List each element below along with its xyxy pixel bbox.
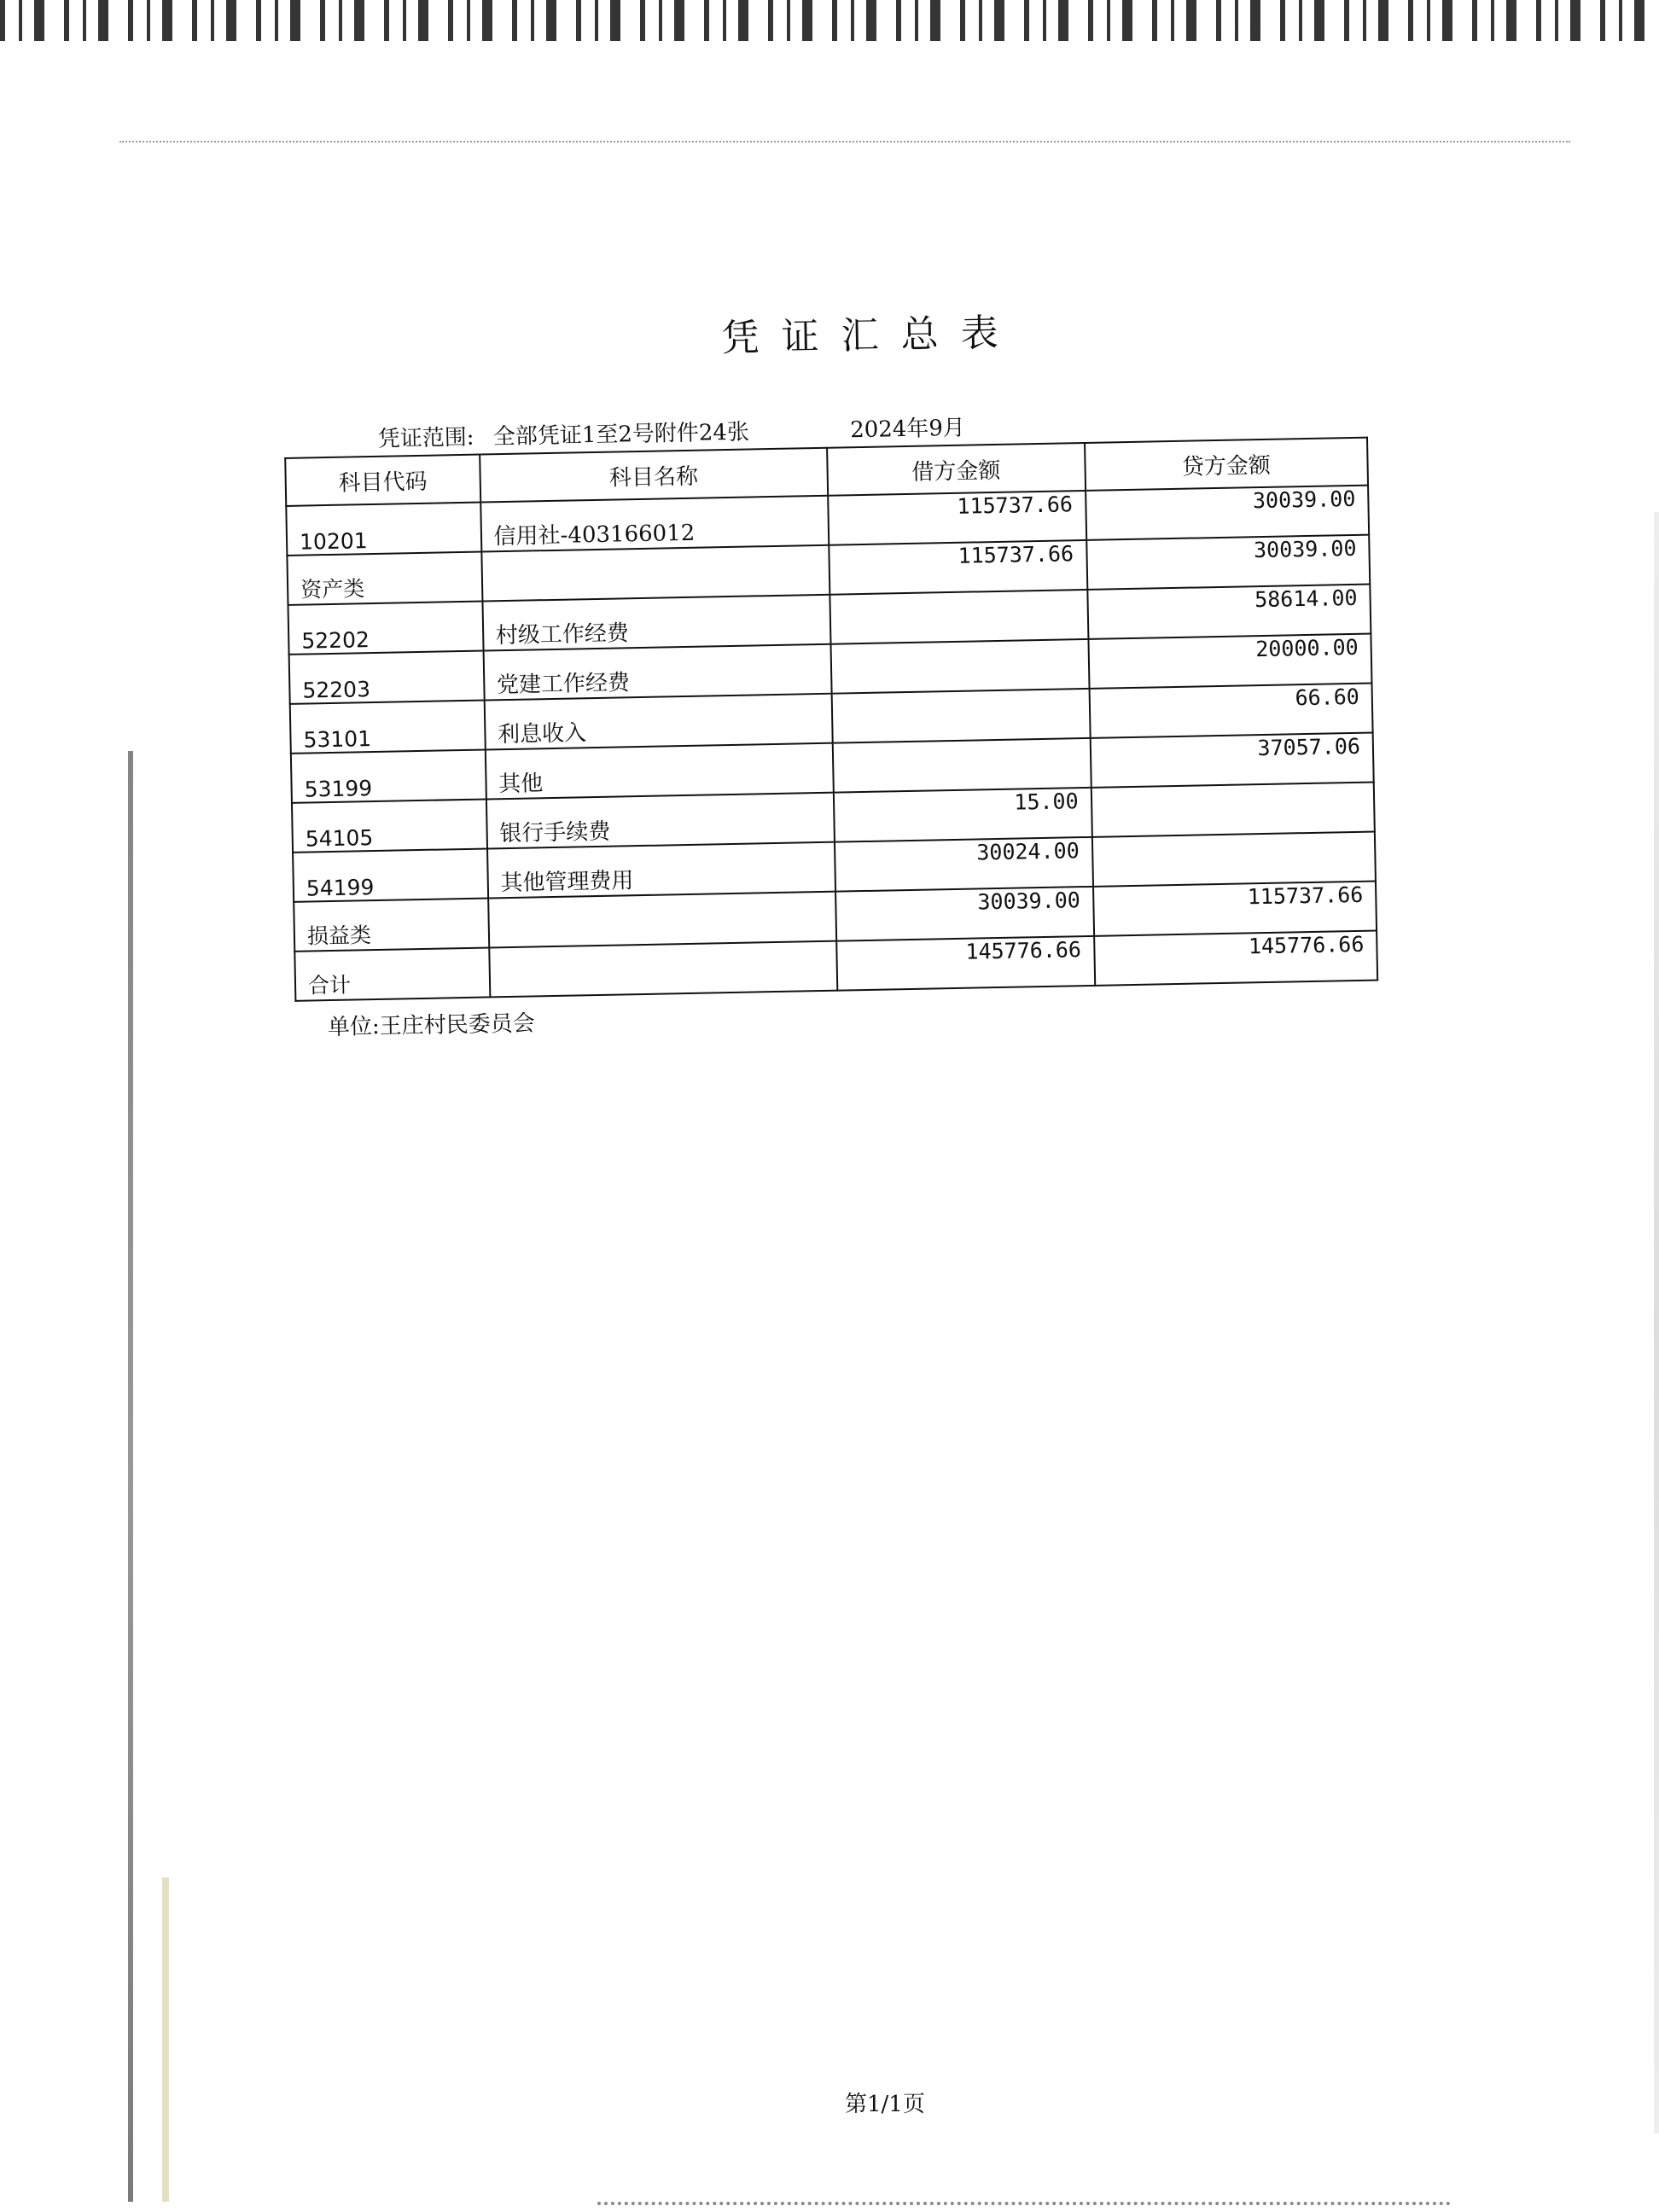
cell-debit: 145776.66 [836, 936, 1095, 991]
unit-name: 单位:王庄村民委员会 [327, 1010, 536, 1041]
scan-artifact-bottom [597, 2202, 1451, 2205]
cell-name: 其他管理费用 [487, 842, 835, 899]
scan-artifact-line [119, 141, 1570, 143]
cell-code: 资产类 [287, 552, 482, 605]
scan-artifact-left-edge [128, 751, 133, 2202]
page-number: 第1/1页 [845, 2092, 925, 2117]
scan-artifact-top [0, 0, 1659, 41]
document-title: 凭证汇总表 [721, 311, 1022, 361]
cell-name [488, 892, 836, 948]
cell-credit [1091, 832, 1376, 887]
cell-credit: 66.60 [1089, 684, 1373, 738]
cell-debit: 115737.66 [828, 491, 1086, 545]
cell-debit [833, 738, 1091, 793]
cell-name: 村级工作经费 [482, 595, 830, 651]
scan-artifact-left-edge-2 [162, 1877, 169, 2202]
cell-credit: 58614.00 [1087, 585, 1371, 639]
cell-code: 53101 [290, 701, 486, 754]
header-name: 科目名称 [480, 448, 828, 503]
cell-debit: 15.00 [834, 788, 1092, 842]
header-code: 科目代码 [285, 455, 480, 506]
cell-credit: 20000.00 [1088, 634, 1372, 689]
cell-debit: 30039.00 [835, 887, 1094, 941]
range-value: 全部凭证1至2号附件24张 [492, 419, 750, 451]
cell-credit: 30039.00 [1086, 486, 1370, 540]
cell-code: 53199 [291, 750, 486, 803]
cell-credit: 30039.00 [1086, 535, 1371, 590]
cell-debit: 30024.00 [835, 837, 1093, 892]
cell-credit: 145776.66 [1094, 931, 1378, 986]
cell-name: 利息收入 [484, 694, 832, 750]
cell-code: 10201 [286, 503, 481, 556]
period: 2024年9月 [849, 415, 966, 444]
cell-code: 52202 [288, 602, 484, 655]
summary-table [284, 437, 1378, 1002]
cell-name: 银行手续费 [486, 793, 835, 849]
cell-debit [830, 590, 1088, 644]
scan-artifact-right-edge [1654, 512, 1659, 2133]
cell-name [481, 545, 830, 602]
cell-debit: 115737.66 [829, 540, 1087, 595]
cell-code: 损益类 [294, 898, 489, 951]
cell-debit [830, 639, 1089, 694]
cell-name [489, 941, 837, 998]
cell-code: 54105 [292, 800, 487, 853]
cell-credit: 37057.06 [1090, 733, 1374, 788]
cell-credit: 115737.66 [1093, 882, 1377, 936]
header-credit: 贷方金额 [1085, 438, 1368, 491]
cell-code: 合计 [294, 947, 490, 1000]
cell-debit [832, 689, 1091, 743]
header-debit: 借方金额 [827, 443, 1086, 496]
range-label: 凭证范围: [377, 424, 474, 452]
cell-name: 其他 [485, 743, 833, 800]
cell-code: 54199 [293, 848, 488, 901]
voucher-summary-sheet [282, 294, 1405, 1042]
cell-name: 党建工作经费 [483, 644, 831, 701]
cell-code: 52203 [289, 651, 485, 704]
cell-credit [1091, 783, 1375, 837]
cell-name: 信用社-403166012 [480, 496, 829, 552]
